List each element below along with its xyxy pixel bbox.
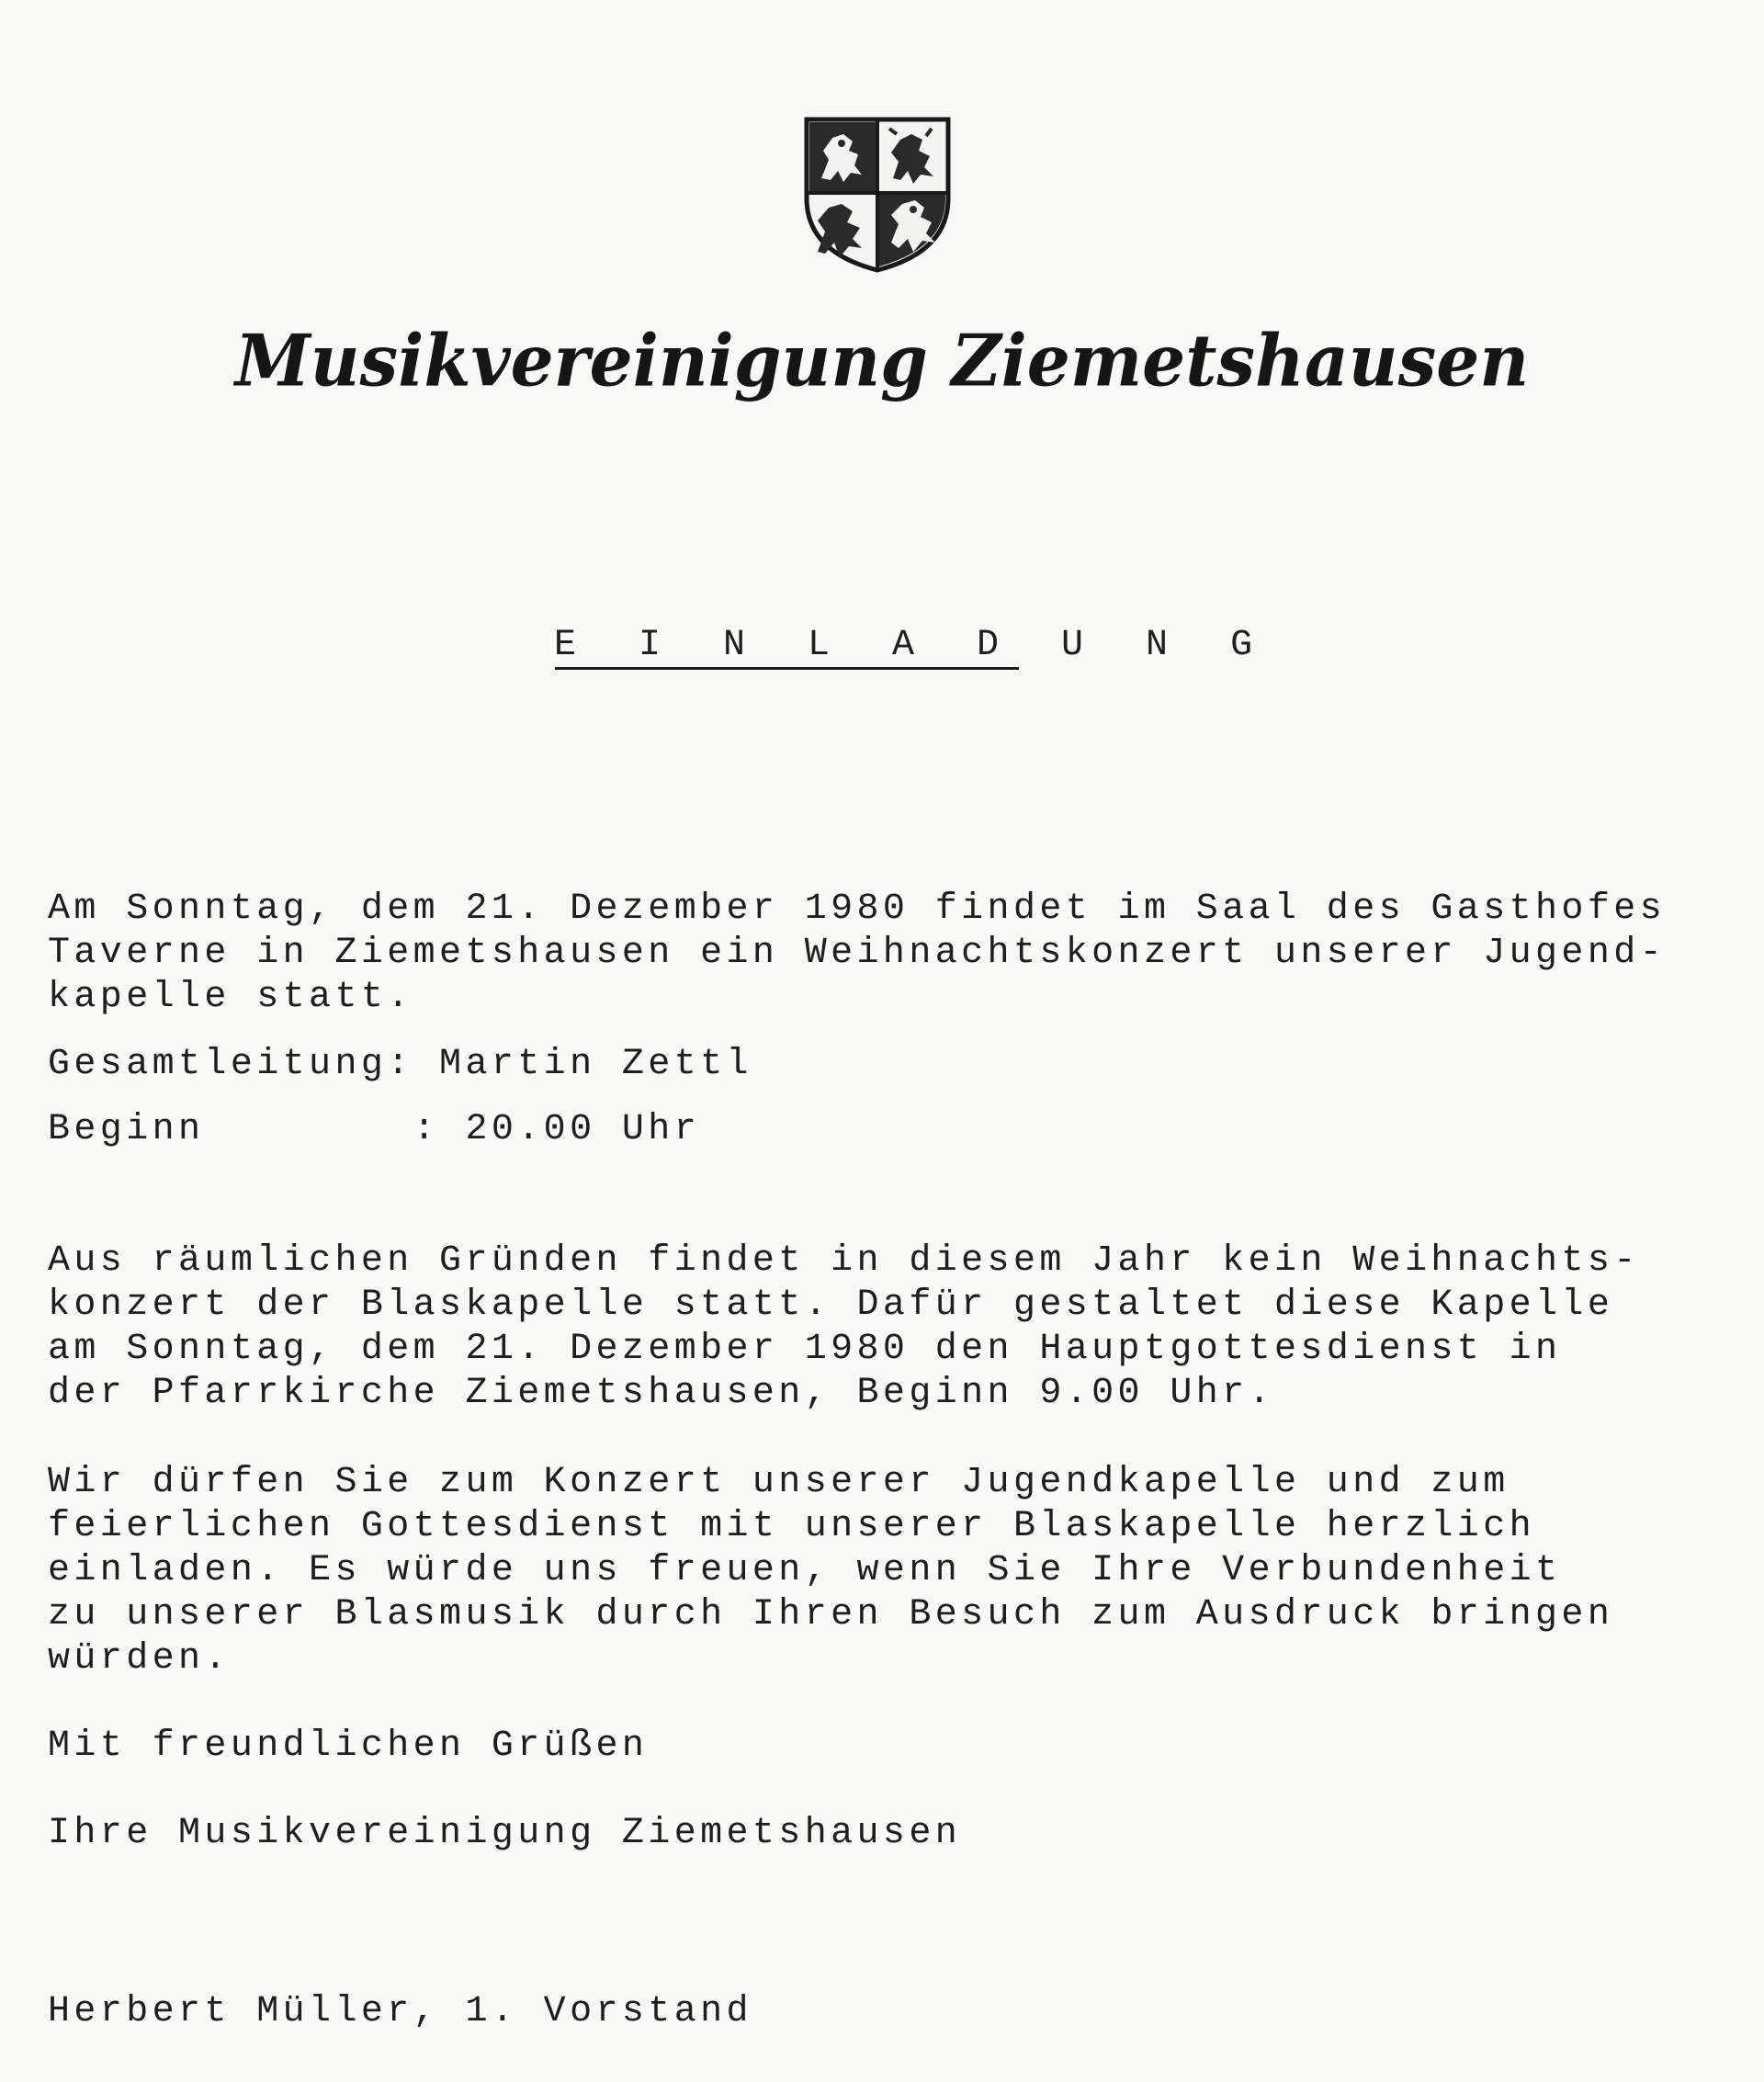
club-name-wordmark: Musikvereinigung Ziemetshausen [234, 319, 1530, 403]
paragraph-concert [48, 888, 1666, 1020]
heading-underline [555, 667, 1019, 670]
paragraph-line: konzert der Blaskapelle statt. Dafür gestaltet diese Kapelle [48, 1284, 1614, 1326]
closing-greeting: Mit freundlichen Grüßen [48, 1726, 649, 1767]
paragraph-line: Aus räumlichen Gründen findet in diesem Jahr kein Weihnachts- [48, 1240, 1640, 1282]
paragraph-line: feierlichen Gottesdienst mit unserer Blaskapelle herzlich [48, 1506, 1536, 1547]
closing-sender: Ihre Musikvereinigung Ziemetshausen [48, 1813, 962, 1854]
invitation-heading: E I N L A D U N G [554, 625, 1273, 666]
coat-of-arms-icon [801, 114, 954, 276]
detail-leader: Gesamtleitung: Martin Zettl [48, 1044, 752, 1085]
paragraph-line: Wir dürfen Sie zum Konzert unserer Jugendkapelle und zum [48, 1462, 1510, 1503]
paragraph-line: der Pfarrkirche Ziemetshausen, Beginn 9.00 Uhr. [48, 1373, 1274, 1414]
paragraph-invitation [48, 1461, 1613, 1681]
paragraph-line: würden. [48, 1638, 231, 1680]
paragraph-line: am Sonntag, dem 21. Dezember 1980 den Hauptgottesdienst in [48, 1329, 1562, 1370]
paragraph-line: Taverne in Ziemetshausen ein Weihnachtskonzert unserer Jugend- [48, 933, 1667, 974]
signature-line: Herbert Müller, 1. Vorstand [48, 1991, 752, 2032]
paragraph-line: einladen. Es würde uns freuen, wenn Sie Ihre Verbundenheit [48, 1550, 1562, 1591]
paragraph-line: kapelle statt. [48, 977, 413, 1018]
paragraph-church-service [48, 1239, 1640, 1416]
paragraph-line: zu unserer Blasmusik durch Ihren Besuch zum Ausdruck bringen [48, 1594, 1614, 1635]
detail-start-time: Beginn : 20.00 Uhr [48, 1109, 701, 1150]
paragraph-line: Am Sonntag, dem 21. Dezember 1980 findet im Saal des Gasthofes [48, 888, 1667, 930]
